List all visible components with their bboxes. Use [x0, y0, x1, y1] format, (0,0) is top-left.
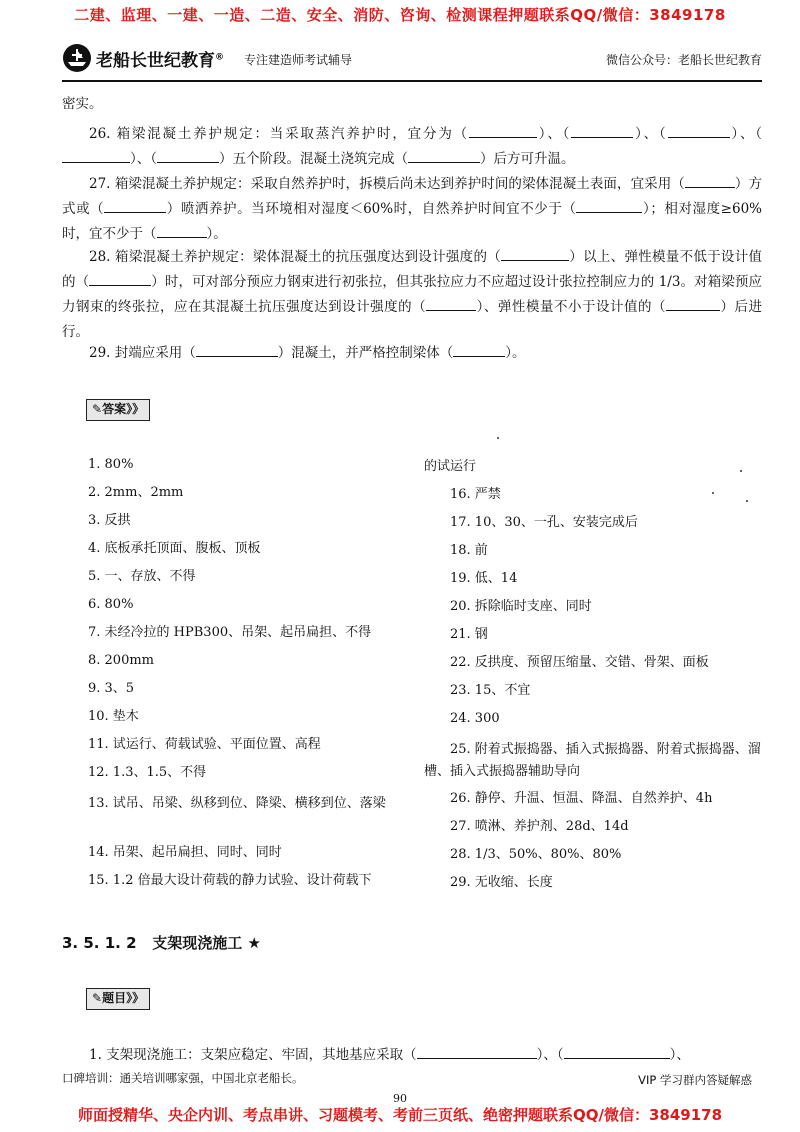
section-heading: 3. 5. 1. 2 支架现浇施工 ★: [62, 934, 261, 952]
top-contact-banner: 二建、监理、一建、一造、二造、安全、消防、咨询、检测课程押题联系QQ/微信：3849178: [74, 6, 726, 24]
next-question-1: 1. 支架现浇施工：支架应稳定、牢固，其地基应采取（ ）、（ ）、: [62, 1043, 762, 1068]
pencil-icon: ✎: [92, 402, 103, 416]
page-number: 90: [393, 1092, 407, 1105]
answer-item: 22. 反拱度、预留压缩量、交错、骨架、面板: [450, 655, 709, 670]
answer-item: 12. 1.3、1.5、不得: [88, 765, 207, 780]
question-25-tail: 密实。: [62, 96, 103, 112]
question-29: 29. 封端应采用（ ）混凝土，并严格控制梁体（ ）。: [62, 341, 762, 366]
answer-item: 19. 低、14: [450, 571, 518, 586]
answer-item: 5. 一、存放、不得: [88, 569, 196, 584]
answer-item: 16. 严禁: [450, 487, 501, 502]
scan-speck: [497, 437, 499, 439]
answer-item: 23. 15、不宜: [450, 683, 531, 698]
answer-item: 17. 10、30、一孔、安装完成后: [450, 515, 638, 530]
header-wechat: 微信公众号：老船长世纪教育: [605, 53, 762, 67]
answer-item: 18. 前: [450, 543, 488, 558]
logo-wordmark: 老船长世纪教育®: [96, 50, 224, 71]
footer-vip-note: VIP 学习群内答疑解惑: [638, 1073, 752, 1087]
answer-item: 26. 静停、升温、恒温、降温、自然养护、4h: [450, 791, 713, 806]
answer-item: 24. 300: [450, 711, 500, 726]
answer-item: 7. 未经冷拉的 HPB300、吊架、起吊扁担、不得: [88, 625, 372, 640]
brand-logo: [62, 42, 237, 74]
bottom-contact-banner: 师面授精华、央企内训、考点串讲、习题模考、考前三页纸、绝密押题联系QQ/微信：3849178: [77, 1106, 723, 1124]
page-header: [62, 42, 762, 78]
answer-item: 25. 附着式振捣器、插入式振捣器、附着式振捣器、溜槽、插入式振捣器辅助导向: [424, 742, 761, 779]
header-divider: [62, 80, 762, 82]
answer-item: 6. 80%: [88, 597, 134, 612]
scan-speck: [746, 500, 748, 502]
answer-section-tag: ✎答案》》: [86, 399, 150, 421]
answer-item: 20. 拆除临时支座、同时: [450, 599, 592, 614]
answer-item: 21. 钢: [450, 627, 488, 642]
question-section-tag: ✎题目》》: [86, 988, 150, 1010]
question-28: 28. 箱梁混凝土养护规定：梁体混凝土的抗压强度达到设计强度的（ ）以上、弹性模量不低于设计值的（ ）时，可对部分预应力钢束进行初张拉，但其张拉应力不应超过设计张拉控制应力的 1/3。对箱梁预应力钢束的终张拉，应在其混凝土抗压强度达到设计强度的（ ）、弹性模量不小于设计值的（ ）后进行。: [62, 245, 762, 345]
scan-speck: [740, 470, 742, 472]
answer-item: 1. 80%: [88, 457, 134, 472]
answer-item: 27. 喷淋、养护剂、28d、14d: [450, 819, 629, 834]
answer-item: 14. 吊架、起吊扁担、同时、同时: [88, 845, 282, 860]
answer-item: 13. 试吊、吊梁、纵移到位、降梁、横移到位、落梁: [88, 796, 386, 811]
scan-speck: [712, 492, 714, 494]
answer-item: 的试运行: [424, 459, 477, 474]
star-icon: ★: [247, 934, 261, 952]
footer-slogan: 口碑培训：通关培训哪家强，中国北京老船长。: [62, 1071, 304, 1085]
answer-item: 2. 2mm、2mm: [88, 485, 184, 500]
question-26: 26. 箱梁混凝土养护规定：当采取蒸汽养护时，宜分为（ ）、（ ）、（ ）、（）、（ ）五个阶段。混凝土浇筑完成（ ）后方可升温。: [62, 122, 762, 172]
answer-item: 28. 1/3、50%、80%、80%: [450, 847, 622, 862]
answer-item: 15. 1.2 倍最大设计荷载的静力试验、设计荷载下: [88, 873, 372, 888]
answer-item: 11. 试运行、荷载试验、平面位置、高程: [88, 737, 321, 752]
question-27: 27. 箱梁混凝土养护规定：采取自然养护时，拆模后尚未达到养护时间的梁体混凝土表面，宜采用（ ）方式或（ ）喷洒养护。当环境相对湿度＜60%时，自然养护时间宜不少于（ ）；相对湿度≥60%时，宜不少于（ ）。: [62, 172, 762, 247]
answer-item: 8. 200mm: [88, 653, 155, 668]
answer-item: 9. 3、5: [88, 681, 135, 696]
answer-item: 10. 垫木: [88, 709, 139, 724]
answer-item: 4. 底板承托顶面、腹板、顶板: [88, 541, 261, 556]
header-slogan: 专注建造师考试辅导: [244, 53, 353, 67]
answer-item: 3. 反拱: [88, 513, 131, 528]
ship-logo-icon: [62, 43, 92, 73]
pencil-icon: ✎: [92, 991, 103, 1005]
answer-item: 29. 无收缩、长度: [450, 875, 553, 890]
